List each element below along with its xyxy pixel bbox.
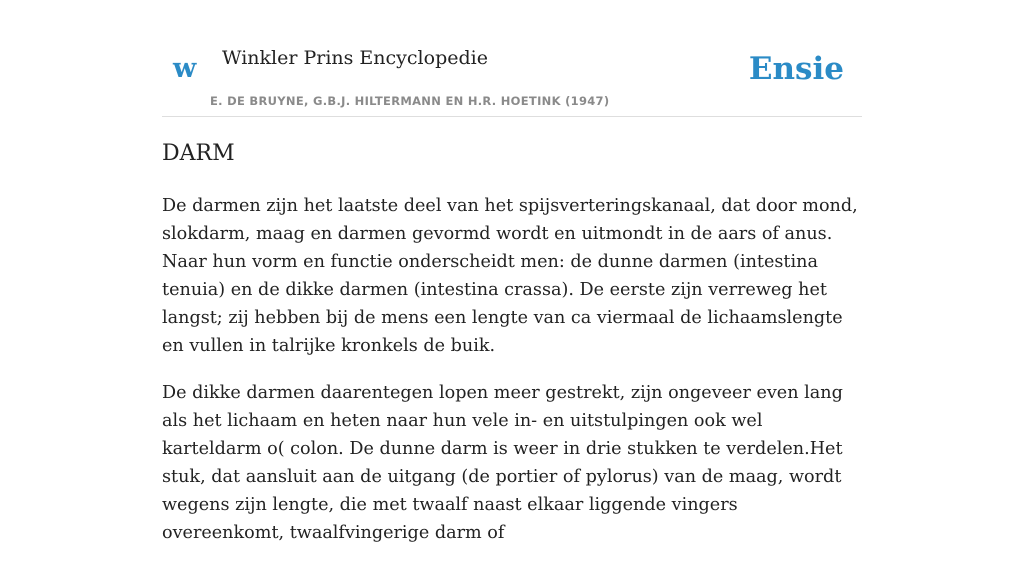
page-header xyxy=(162,0,862,117)
wp-logo[interactable]: w xyxy=(173,53,197,84)
encyclopedia-title[interactable]: Winkler Prins Encyclopedie xyxy=(222,47,488,69)
article-paragraph: De dikke darmen daarentegen lopen meer gestrekt, zijn ongeveer even lang als het lichaam en heten naar hun vele in- en uitstulpingen ook wel karteldarm o( colon. De dunne darm is weer in drie stukken te verdelen.Het stuk, dat aansluit aan de uitgang (de portier of pylorus) van de maag, wordt wegens zijn lengte, die met twaalf naast elkaar liggende vingers overeenkomt, twaalfvingerige darm of xyxy=(162,383,843,543)
article-paragraph: De darmen zijn het laatste deel van het spijsverteringskanaal, dat door mond, slokdarm, maag en darmen gevormd wordt en uitmondt in de aars of anus. Naar hun vorm en functie onderscheidt men: de dunne darmen (intestina tenuia) en de dikke darmen (intestina crassa). De eerste zijn verreweg het langst; zij hebben bij de mens een lengte van ca viermaal de lichaamslengte en vullen in talrijke kronkels de buik. xyxy=(162,196,858,356)
authors-line: E. DE BRUYNE, G.B.J. HILTERMANN EN H.R. HOETINK (1947) xyxy=(210,94,610,108)
article-page xyxy=(162,0,862,543)
article-term: DARM xyxy=(162,141,235,166)
ensie-logo[interactable]: Ensie xyxy=(748,51,844,87)
article-body xyxy=(162,192,862,566)
